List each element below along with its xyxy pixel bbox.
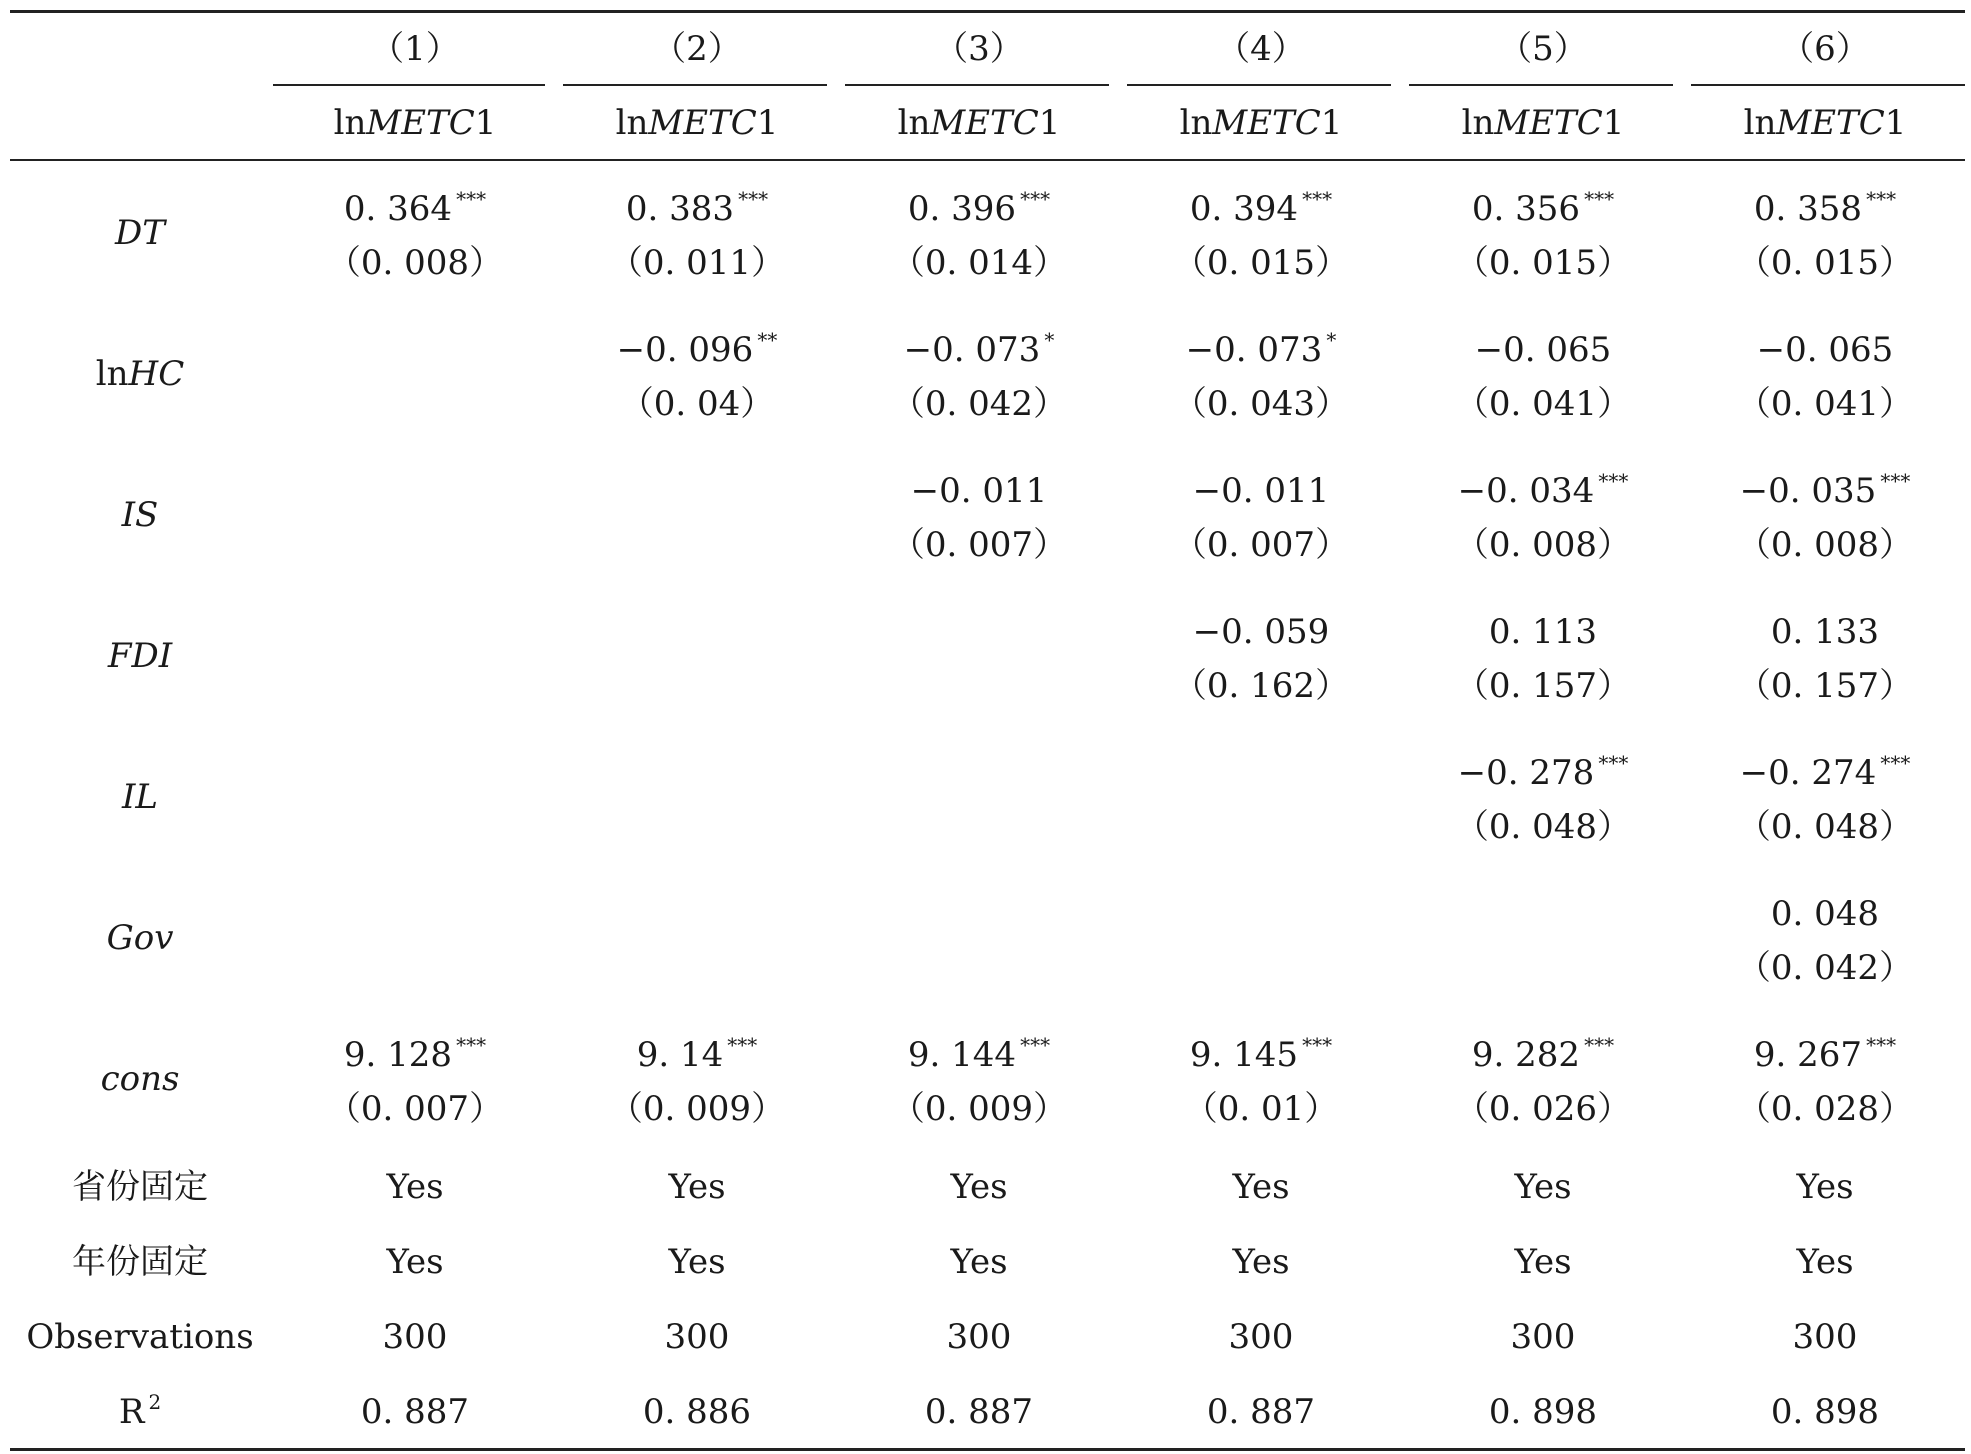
coefficient-cell [859, 328, 1099, 370]
dep-var-prefix: ln [333, 103, 367, 143]
footer-value-cell: 300 [946, 1317, 1012, 1357]
standard-error-cell: （0. 041） [1454, 384, 1632, 424]
significance-stars: *** [1584, 1033, 1615, 1057]
coefficient-cell [1423, 330, 1663, 370]
coefficient-value: −0. 073 [903, 330, 1041, 370]
footer-row-label [15, 1242, 265, 1282]
significance-stars: *** [1598, 751, 1629, 775]
dep-var-prefix: ln [897, 103, 931, 143]
header-rule-col3 [845, 84, 1109, 86]
dep-var-name: METC [1212, 103, 1321, 143]
row-label [20, 213, 260, 253]
significance-stars: *** [1584, 187, 1615, 211]
coefficient-value: 9. 145 [1189, 1035, 1299, 1075]
standard-error-cell: （0. 008） [1736, 525, 1914, 565]
coefficient-cell [1423, 469, 1663, 511]
significance-stars: *** [1302, 1033, 1333, 1057]
coefficient-cell [295, 187, 535, 229]
coefficient-cell [1141, 187, 1381, 229]
coefficient-value: −0. 274 [1739, 753, 1877, 793]
dependent-variable-header [1705, 103, 1945, 143]
dep-var-suffix: 1 [1602, 103, 1625, 143]
coefficient-value: 9. 128 [343, 1035, 453, 1075]
coefficient-cell [577, 1033, 817, 1075]
column-number-header: （1） [370, 29, 460, 69]
dependent-variable-header [859, 103, 1099, 143]
footer-value-cell: Yes [1514, 1242, 1572, 1282]
row-label-prefix: ln [95, 354, 129, 394]
column-number-header: （5） [1498, 29, 1588, 69]
coefficient-value: −0. 073 [1185, 330, 1323, 370]
significance-stars: *** [1880, 469, 1911, 493]
standard-error-cell: （0. 008） [326, 243, 504, 283]
dep-var-name: METC [1776, 103, 1885, 143]
standard-error-cell: （0. 01） [1183, 1089, 1339, 1129]
footer-value-cell: 300 [1228, 1317, 1294, 1357]
standard-error-cell: （0. 157） [1736, 666, 1914, 706]
row-label-text: cons [100, 1059, 180, 1099]
row-label-text: IS [121, 495, 159, 535]
coefficient-value: 0. 383 [625, 189, 735, 229]
standard-error-cell: （0. 014） [890, 243, 1068, 283]
standard-error-cell: （0. 048） [1454, 807, 1632, 847]
significance-stars: *** [1866, 187, 1897, 211]
coefficient-value: 0. 133 [1770, 612, 1880, 652]
coefficient-value: −0. 011 [1192, 471, 1330, 511]
header-rule-col5 [1409, 84, 1673, 86]
coefficient-value: 9. 267 [1753, 1035, 1863, 1075]
footer-value-cell: Yes [668, 1167, 726, 1207]
coefficient-value: −0. 278 [1457, 753, 1595, 793]
significance-stars: *** [1302, 187, 1333, 211]
coefficient-value: −0. 034 [1457, 471, 1595, 511]
footer-row-label [15, 1390, 265, 1432]
significance-stars: * [1326, 328, 1337, 352]
coefficient-cell [1705, 330, 1945, 370]
coefficient-value: −0. 059 [1192, 612, 1330, 652]
dep-var-prefix: ln [1179, 103, 1213, 143]
coefficient-cell [1141, 1033, 1381, 1075]
dependent-variable-header [295, 103, 535, 143]
footer-value-cell: 0. 886 [642, 1392, 752, 1432]
dep-var-suffix: 1 [756, 103, 779, 143]
standard-error-cell: （0. 009） [608, 1089, 786, 1129]
coefficient-value: −0. 035 [1739, 471, 1877, 511]
significance-stars: *** [1866, 1033, 1897, 1057]
standard-error-cell: （0. 015） [1454, 243, 1632, 283]
coefficient-value: 0. 113 [1488, 612, 1598, 652]
coefficient-cell [859, 1033, 1099, 1075]
dep-var-prefix: ln [1743, 103, 1777, 143]
row-label-text: HC [128, 354, 185, 394]
footer-value-cell: 0. 887 [924, 1392, 1034, 1432]
footer-value-cell: Yes [386, 1167, 444, 1207]
coefficient-value: 0. 358 [1753, 189, 1863, 229]
coefficient-value: −0. 065 [1474, 330, 1612, 370]
coefficient-value: 9. 14 [636, 1035, 724, 1075]
footer-label-text: 年份固定 [72, 1242, 208, 1282]
standard-error-cell: （0. 157） [1454, 666, 1632, 706]
dep-var-name: METC [366, 103, 475, 143]
dep-var-suffix: 1 [1320, 103, 1343, 143]
footer-value-cell: Yes [668, 1242, 726, 1282]
standard-error-cell: （0. 026） [1454, 1089, 1632, 1129]
row-label [20, 918, 260, 958]
coefficient-cell [1141, 471, 1381, 511]
significance-stars: ** [757, 328, 778, 352]
footer-value-cell: Yes [1514, 1167, 1572, 1207]
row-label-text: IL [121, 777, 158, 817]
dep-var-suffix: 1 [474, 103, 497, 143]
standard-error-cell: （0. 008） [1454, 525, 1632, 565]
coefficient-cell [295, 1033, 535, 1075]
coefficient-cell [1705, 751, 1945, 793]
footer-value-cell: Yes [1796, 1242, 1854, 1282]
column-number-header: （4） [1216, 29, 1306, 69]
header-rule-col2 [563, 84, 827, 86]
standard-error-cell: （0. 007） [890, 525, 1068, 565]
significance-stars: *** [1598, 469, 1629, 493]
coefficient-cell [577, 328, 817, 370]
footer-value-cell: Yes [1232, 1167, 1290, 1207]
dep-var-name: METC [648, 103, 757, 143]
row-label [20, 636, 260, 676]
footer-value-cell: 0. 898 [1770, 1392, 1880, 1432]
footer-value-cell: 0. 898 [1488, 1392, 1598, 1432]
footer-row-label [15, 1317, 265, 1357]
significance-stars: *** [456, 1033, 487, 1057]
footer-value-cell: Yes [1232, 1242, 1290, 1282]
coefficient-value: 0. 364 [343, 189, 453, 229]
coefficient-cell [1705, 469, 1945, 511]
dep-var-suffix: 1 [1038, 103, 1061, 143]
footer-value-cell: Yes [950, 1167, 1008, 1207]
row-label [20, 777, 260, 817]
significance-stars: *** [738, 187, 769, 211]
coefficient-value: 0. 048 [1770, 894, 1880, 934]
standard-error-cell: （0. 011） [608, 243, 786, 283]
significance-stars: *** [727, 1033, 758, 1057]
standard-error-cell: （0. 162） [1172, 666, 1350, 706]
footer-value-cell: 300 [1792, 1317, 1858, 1357]
footer-value-cell: Yes [1796, 1167, 1854, 1207]
standard-error-cell: （0. 007） [1172, 525, 1350, 565]
standard-error-cell: （0. 041） [1736, 384, 1914, 424]
footer-value-cell: 300 [664, 1317, 730, 1357]
standard-error-cell: （0. 043） [1172, 384, 1350, 424]
standard-error-cell: （0. 007） [326, 1089, 504, 1129]
footer-value-cell: Yes [386, 1242, 444, 1282]
coefficient-cell [1705, 894, 1945, 934]
standard-error-cell: （0. 009） [890, 1089, 1068, 1129]
significance-stars: *** [1880, 751, 1911, 775]
standard-error-cell: （0. 028） [1736, 1089, 1914, 1129]
significance-stars: *** [1020, 187, 1051, 211]
coefficient-cell [859, 187, 1099, 229]
footer-label-text: R [118, 1392, 145, 1432]
footer-label-text: 省份固定 [72, 1167, 208, 1207]
footer-value-cell: 0. 887 [360, 1392, 470, 1432]
standard-error-cell: （0. 042） [890, 384, 1068, 424]
row-label-text: FDI [107, 636, 173, 676]
header-rule-col6 [1691, 84, 1965, 86]
standard-error-cell: （0. 015） [1172, 243, 1350, 283]
footer-label-superscript: 2 [148, 1390, 162, 1414]
dep-var-suffix: 1 [1884, 103, 1907, 143]
dep-var-name: METC [930, 103, 1039, 143]
dep-var-prefix: ln [615, 103, 649, 143]
standard-error-cell: （0. 042） [1736, 948, 1914, 988]
coefficient-cell [1423, 612, 1663, 652]
coefficient-cell [1705, 187, 1945, 229]
significance-stars: * [1044, 328, 1055, 352]
coefficient-cell [1705, 612, 1945, 652]
row-label [20, 1059, 260, 1099]
significance-stars: *** [456, 187, 487, 211]
coefficient-value: 9. 144 [907, 1035, 1017, 1075]
significance-stars: *** [1020, 1033, 1051, 1057]
footer-row-label [15, 1167, 265, 1207]
column-number-header: （2） [652, 29, 742, 69]
bottom-rule [10, 1448, 1965, 1451]
column-number-header: （3） [934, 29, 1024, 69]
coefficient-cell [1705, 1033, 1945, 1075]
row-label [20, 495, 260, 535]
top-rule [10, 10, 1965, 13]
header-rule-col4 [1127, 84, 1391, 86]
standard-error-cell: （0. 015） [1736, 243, 1914, 283]
header-rule-col1 [273, 84, 545, 86]
coefficient-cell [1141, 328, 1381, 370]
coefficient-value: −0. 096 [616, 330, 754, 370]
coefficient-value: −0. 011 [910, 471, 1048, 511]
coefficient-cell [1423, 187, 1663, 229]
coefficient-cell [1423, 751, 1663, 793]
footer-value-cell: 300 [1510, 1317, 1576, 1357]
standard-error-cell: （0. 048） [1736, 807, 1914, 847]
row-label [20, 354, 260, 394]
coefficient-value: 0. 356 [1471, 189, 1581, 229]
coefficient-value: 0. 394 [1189, 189, 1299, 229]
footer-value-cell: Yes [950, 1242, 1008, 1282]
dependent-variable-header [577, 103, 817, 143]
footer-value-cell: 300 [382, 1317, 448, 1357]
coefficient-value: 9. 282 [1471, 1035, 1581, 1075]
coefficient-cell [1423, 1033, 1663, 1075]
standard-error-cell: （0. 04） [619, 384, 775, 424]
row-label-text: Gov [106, 918, 174, 958]
coefficient-value: −0. 065 [1756, 330, 1894, 370]
header-bottom-rule [10, 159, 1965, 161]
column-number-header: （6） [1780, 29, 1870, 69]
regression-table [10, 0, 1965, 1454]
footer-label-text: Observations [26, 1317, 254, 1357]
coefficient-cell [1141, 612, 1381, 652]
dependent-variable-header [1141, 103, 1381, 143]
row-label-text: DT [115, 213, 165, 253]
dependent-variable-header [1423, 103, 1663, 143]
coefficient-value: 0. 396 [907, 189, 1017, 229]
dep-var-prefix: ln [1461, 103, 1495, 143]
coefficient-cell [577, 187, 817, 229]
dep-var-name: METC [1494, 103, 1603, 143]
coefficient-cell [859, 471, 1099, 511]
footer-value-cell: 0. 887 [1206, 1392, 1316, 1432]
